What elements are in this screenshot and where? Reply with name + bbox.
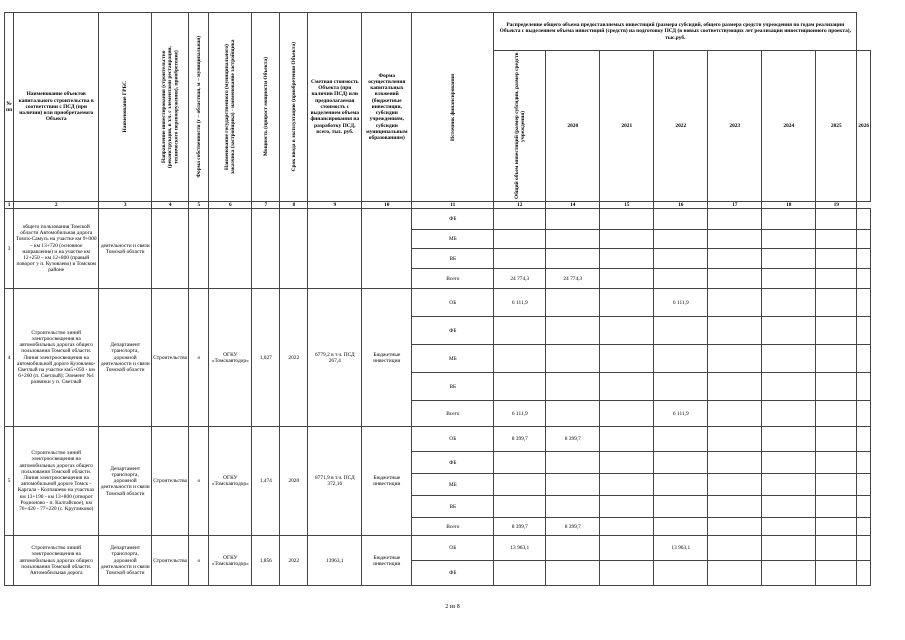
amount-2020 — [546, 209, 600, 230]
amount-2021 — [600, 427, 654, 452]
amount-2020 — [546, 317, 600, 345]
customer: ОГКУ «Томскавтодор» — [209, 536, 252, 586]
col-header-deadline: Срок ввода в эксплуатацию (приобретения Объекта) — [280, 13, 308, 202]
amount-2020 — [546, 452, 600, 474]
col-header-year-2023: 2023 — [708, 51, 762, 202]
amount-2025 — [816, 474, 857, 496]
funding-source: МБ — [412, 345, 494, 373]
amount-2022: 6 111,9 — [654, 289, 708, 317]
amount-2020 — [546, 230, 600, 249]
amount-2021 — [600, 289, 654, 317]
amount-2026 — [857, 452, 871, 474]
amount-2023 — [708, 289, 762, 317]
column-number: 7 — [252, 202, 280, 209]
funding-source: ОБ — [412, 289, 494, 317]
amount-2021 — [600, 249, 654, 269]
funding-source: ВБ — [412, 496, 494, 518]
amount-2020 — [546, 474, 600, 496]
amount-2022 — [654, 209, 708, 230]
col-header-year-2022: 2022 — [654, 51, 708, 202]
amount-2025 — [816, 373, 857, 401]
amount-2022 — [654, 345, 708, 373]
col-header-number: № пп — [5, 13, 14, 202]
funding-source: ВБ — [412, 249, 494, 269]
total-amount: 13 963,1 — [494, 536, 546, 561]
amount-2026 — [857, 401, 871, 427]
col-header-year-2025: 2025 — [816, 51, 857, 202]
amount-2026 — [857, 289, 871, 317]
amount-2025 — [816, 269, 857, 289]
amount-2020 — [546, 373, 600, 401]
total-amount — [494, 317, 546, 345]
col-header-grbs: Наименование ГРБС — [99, 13, 152, 202]
column-number: 14 — [546, 202, 600, 209]
amount-2025 — [816, 345, 857, 373]
funding-source: Всего — [412, 269, 494, 289]
amount-2020: 24 774,3 — [546, 269, 600, 289]
investment-form: Бюджетные инвестиции — [362, 536, 412, 586]
funding-source: МБ — [412, 230, 494, 249]
amount-2024 — [762, 536, 816, 561]
customer: ОГКУ «Томскавтодор» — [209, 289, 252, 427]
total-amount — [494, 345, 546, 373]
capacity: 1,856 — [252, 536, 280, 586]
grbs-name: Департамент транспорта, дорожной деятельности и связи Томской области — [99, 427, 152, 536]
direction: Строительство — [152, 427, 189, 536]
customer — [209, 209, 252, 289]
amount-2022 — [654, 561, 708, 586]
amount-2021 — [600, 230, 654, 249]
amount-2022 — [654, 249, 708, 269]
col-header-year-2024: 2024 — [762, 51, 816, 202]
amount-2021 — [600, 269, 654, 289]
amount-2025 — [816, 561, 857, 586]
amount-2024 — [762, 269, 816, 289]
ownership: о — [189, 427, 209, 536]
amount-2021 — [600, 317, 654, 345]
deadline: 2022 — [280, 289, 308, 427]
amount-2025 — [816, 209, 857, 230]
amount-2023 — [708, 496, 762, 518]
object-name: общего пользования Томской области Автомобильная дорога Томск-Самусь на участке км 9+000 – км 13+720 (основное направление) и на участке км 12+250 – км 12+800 (правый поворот у п. Кузовлево) в Томском районе — [14, 209, 99, 289]
amount-2024 — [762, 561, 816, 586]
column-number: 17 — [708, 202, 762, 209]
amount-2024 — [762, 474, 816, 496]
amount-2024 — [762, 401, 816, 427]
amount-2021 — [600, 496, 654, 518]
funding-source: ВБ — [412, 373, 494, 401]
table-body — [5, 209, 871, 586]
total-amount — [494, 373, 546, 401]
row-number: 3 — [5, 209, 14, 289]
amount-2025 — [816, 518, 857, 536]
amount-2020 — [546, 345, 600, 373]
total-amount — [494, 496, 546, 518]
amount-2026 — [857, 249, 871, 269]
funding-source: ФБ — [412, 452, 494, 474]
amount-2026 — [857, 209, 871, 230]
amount-2026 — [857, 230, 871, 249]
amount-2021 — [600, 373, 654, 401]
column-number: 9 — [308, 202, 362, 209]
amount-2025 — [816, 452, 857, 474]
funding-source: Всего — [412, 401, 494, 427]
amount-2022 — [654, 474, 708, 496]
deadline: 2020 — [280, 427, 308, 536]
total-amount: 8 399,7 — [494, 427, 546, 452]
ownership — [189, 209, 209, 289]
amount-2020 — [546, 496, 600, 518]
amount-2026 — [857, 427, 871, 452]
object-name: Строительство линий электроосвещения на автомобильных дорогах общего пользования Томской области. Линия электроосвещения на автомобильной дороге Томск - Каргала - Колпашево на участках км 13+190 - км 13+800 (отворот Родионово - п. Калтайское), км 76+420 - 77+220 (с. Кругликово) — [14, 427, 99, 536]
table-row — [5, 536, 871, 561]
column-number: 19 — [816, 202, 857, 209]
total-amount: 6 111,9 — [494, 289, 546, 317]
amount-2024 — [762, 317, 816, 345]
investment-form: Бюджетные инвестиции — [362, 427, 412, 536]
col-header-object-name: Наименование объектов капитального строительства в соответствии с ПСД (при наличии) или приобретаемого Объекта — [14, 13, 99, 202]
col-header-source: Источник финансирования — [412, 13, 494, 202]
amount-2021 — [600, 401, 654, 427]
funding-source: ФБ — [412, 561, 494, 586]
column-number: 2 — [14, 202, 99, 209]
funding-source: ОБ — [412, 427, 494, 452]
funding-source: ФБ — [412, 317, 494, 345]
amount-2024 — [762, 452, 816, 474]
funding-source: ФБ — [412, 209, 494, 230]
direction — [152, 209, 189, 289]
amount-2021 — [600, 561, 654, 586]
deadline — [280, 209, 308, 289]
amount-2026 — [857, 518, 871, 536]
column-number-row — [5, 202, 871, 209]
amount-2022 — [654, 496, 708, 518]
amount-2023 — [708, 269, 762, 289]
col-header-year-2021: 2021 — [600, 51, 654, 202]
page-number: 2 из 8 — [445, 604, 460, 610]
col-header-direction: Направление инвестирования (строительство (реконструкция, в т.ч. с элементами реставрации, технического перевооружения), приобретение) — [152, 13, 189, 202]
amount-2022 — [654, 518, 708, 536]
direction: Строительство — [152, 536, 189, 586]
amount-2021 — [600, 536, 654, 561]
amount-2023 — [708, 317, 762, 345]
total-amount — [494, 474, 546, 496]
column-number: 11 — [412, 202, 494, 209]
amount-2023 — [708, 345, 762, 373]
capacity — [252, 209, 280, 289]
col-header-form: Форма осуществления капитальных вложений (бюджетные инвестиции, субсидии учреждениям, субсидии муниципальным образованиям) — [362, 13, 412, 202]
amount-2022 — [654, 230, 708, 249]
amount-2023 — [708, 427, 762, 452]
column-number: 12 — [494, 202, 546, 209]
ownership: о — [189, 536, 209, 586]
amount-2020 — [546, 561, 600, 586]
amount-2020: 8 399,7 — [546, 518, 600, 536]
grbs-name: Департамент транспорта, дорожной деятельности и связи Томской области — [99, 289, 152, 427]
amount-2022 — [654, 317, 708, 345]
col-header-year-2026: 2026 — [857, 51, 871, 202]
total-amount: 24 774,3 — [494, 269, 546, 289]
amount-2024 — [762, 518, 816, 536]
amount-2020: 8 399,7 — [546, 427, 600, 452]
total-amount: 8 399,7 — [494, 518, 546, 536]
column-number: 3 — [99, 202, 152, 209]
col-header-year-2020: 2020 — [546, 51, 600, 202]
ownership: о — [189, 289, 209, 427]
table-row — [5, 427, 871, 452]
amount-2025 — [816, 427, 857, 452]
amount-2021 — [600, 518, 654, 536]
amount-2023 — [708, 518, 762, 536]
amount-2025 — [816, 289, 857, 317]
amount-2026 — [857, 317, 871, 345]
row-number: 5 — [5, 427, 14, 536]
col-header-total: Общий объем инвестиций (размер субсидии, размер средств учреждения) — [494, 51, 546, 202]
column-number: 5 — [189, 202, 209, 209]
direction: Строительство — [152, 289, 189, 427]
col-header-distribution: Распределение общего объема предоставляемых инвестиций (размера субсидий, общего размера средств учреждения по годам реализации Объекта с выделением объема инвестиций (средств) на подготовку ПСД (в новых соответствующих лет реализации инвестиционного проекта), тыс.руб. — [494, 13, 857, 51]
object-name: Строительство линий электроосвещения на автомобильных дорогах общего пользования Томской области. Линия электроосвещения на автомобильной дороге Кузовлево-Светлый на участке км5+050 - км 6+260 (п. Светлый); Элемент №1 развязки у п. Светлый — [14, 289, 99, 427]
investment-table — [4, 12, 871, 586]
investment-form: Бюджетные инвестиции — [362, 289, 412, 427]
amount-2025 — [816, 249, 857, 269]
total-amount — [494, 561, 546, 586]
amount-2023 — [708, 401, 762, 427]
amount-2020 — [546, 401, 600, 427]
amount-2026 — [857, 536, 871, 561]
amount-2022: 6 111,9 — [654, 401, 708, 427]
estimated-cost: 6779,2 в т.ч. ПСД 267,4 — [308, 289, 362, 427]
amount-2025 — [816, 496, 857, 518]
amount-2024 — [762, 373, 816, 401]
column-number: 16 — [654, 202, 708, 209]
amount-2023 — [708, 474, 762, 496]
deadline: 2022 — [280, 536, 308, 586]
amount-2026 — [857, 496, 871, 518]
estimated-cost: 8771,9 в т.ч. ПСД 372,16 — [308, 427, 362, 536]
capacity: 1,027 — [252, 289, 280, 427]
amount-2024 — [762, 289, 816, 317]
amount-2023 — [708, 536, 762, 561]
amount-2025 — [816, 230, 857, 249]
col-header-cost: Сметная стоимость Объекта (при наличии ПСД) или предполагаемая стоимость с выделением объема финансирования на разработку ПСД, всего, тыс. руб. — [308, 13, 362, 202]
object-name: Строительство линий электроосвещения на автомобильных дорогах общего пользования Томской области. Автомобильная дорога — [14, 536, 99, 586]
amount-2023 — [708, 249, 762, 269]
amount-2022 — [654, 427, 708, 452]
grbs-name: деятельности и связи Томской области — [99, 209, 152, 289]
amount-2025 — [816, 401, 857, 427]
investment-form — [362, 209, 412, 289]
amount-2024 — [762, 345, 816, 373]
col-header-capacity: Мощность (прирост мощности Объекта) — [252, 13, 280, 202]
column-number: 10 — [362, 202, 412, 209]
amount-2024 — [762, 230, 816, 249]
amount-2022 — [654, 269, 708, 289]
column-number: 4 — [152, 202, 189, 209]
amount-2023 — [708, 452, 762, 474]
column-number: 8 — [280, 202, 308, 209]
total-amount — [494, 230, 546, 249]
total-amount: 6 111,9 — [494, 401, 546, 427]
col-header-ownership: Форма собственности (г – областная, м – муниципальная) — [189, 13, 209, 202]
amount-2023 — [708, 230, 762, 249]
amount-2023 — [708, 373, 762, 401]
amount-2020 — [546, 289, 600, 317]
amount-2025 — [816, 536, 857, 561]
amount-2023 — [708, 209, 762, 230]
estimated-cost: 13963,1 — [308, 536, 362, 586]
amount-2022: 13 963,1 — [654, 536, 708, 561]
col-header-customer: Наименование государственного (муниципального) заказчика (застройщика) - наименование застройщика — [209, 13, 252, 202]
amount-2021 — [600, 452, 654, 474]
grbs-name: Департамент транспорта, дорожной деятельности и связи Томской области — [99, 536, 152, 586]
customer: ОГКУ «Томскавтодор» — [209, 427, 252, 536]
column-number: 18 — [762, 202, 816, 209]
total-amount — [494, 209, 546, 230]
column-number: 1 — [5, 202, 14, 209]
amount-2026 — [857, 269, 871, 289]
row-number: 4 — [5, 289, 14, 427]
amount-2024 — [762, 427, 816, 452]
total-amount — [494, 452, 546, 474]
estimated-cost — [308, 209, 362, 289]
amount-2022 — [654, 373, 708, 401]
amount-2021 — [600, 345, 654, 373]
amount-2022 — [654, 452, 708, 474]
amount-2021 — [600, 474, 654, 496]
amount-2021 — [600, 209, 654, 230]
funding-source: МБ — [412, 474, 494, 496]
table-row — [5, 289, 871, 317]
amount-2020 — [546, 249, 600, 269]
column-number: 15 — [600, 202, 654, 209]
table-row — [5, 209, 871, 230]
amount-2026 — [857, 373, 871, 401]
amount-2024 — [762, 249, 816, 269]
amount-2026 — [857, 345, 871, 373]
total-amount — [494, 249, 546, 269]
amount-2020 — [546, 536, 600, 561]
column-number: 6 — [209, 202, 252, 209]
amount-2023 — [708, 561, 762, 586]
row-number — [5, 536, 14, 586]
amount-2024 — [762, 209, 816, 230]
amount-2026 — [857, 561, 871, 586]
amount-2025 — [816, 317, 857, 345]
capacity: 1,474 — [252, 427, 280, 536]
funding-source: ОБ — [412, 536, 494, 561]
funding-source: Всего — [412, 518, 494, 536]
amount-2024 — [762, 496, 816, 518]
amount-2026 — [857, 474, 871, 496]
